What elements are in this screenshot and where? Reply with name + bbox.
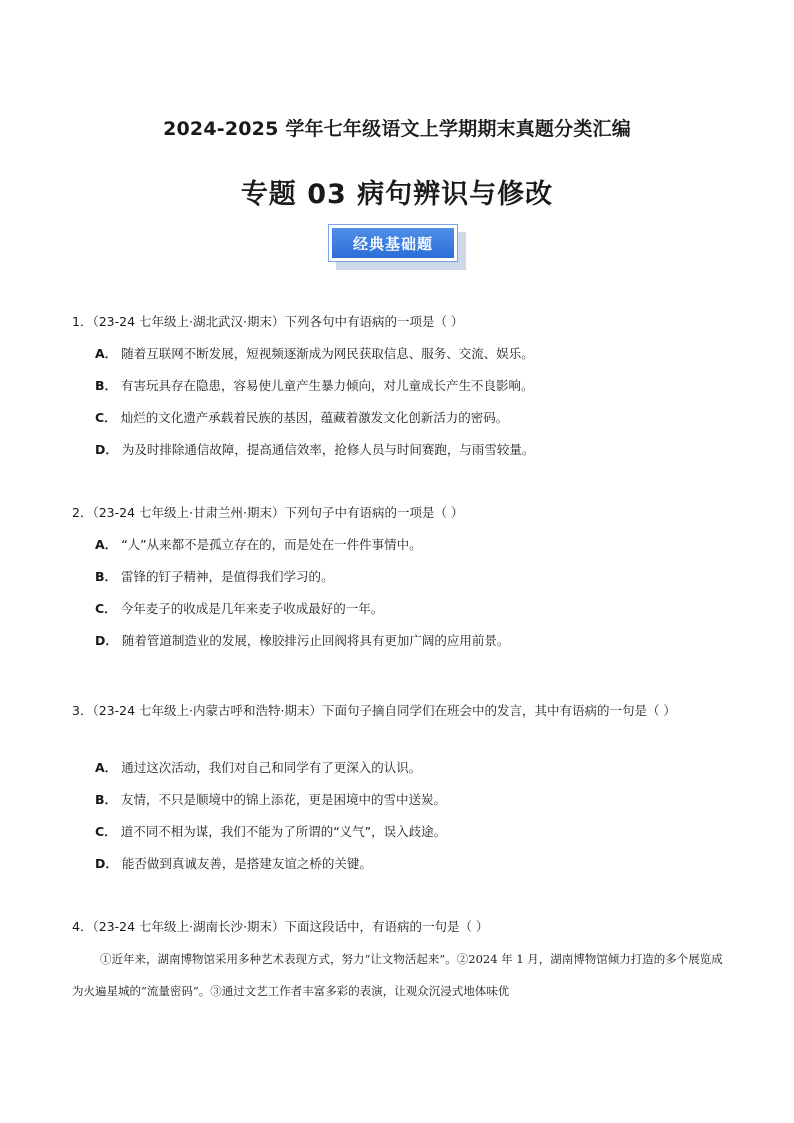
question-1-stem: 1．（23-24 七年级上·湖北武汉·期末）下列各句中有语病的一项是（ ）	[72, 314, 464, 329]
question-4-passage: ①近年来，湖南博物馆采用多种艺术表现方式，努力“让文物活起来”。②2024 年 1 月，湖南博物馆倾力打造的多个展览成为火遍星城的“流量密码”。③通过文艺工作者丰富多彩的表演，让观众沉浸式地体味优	[72, 952, 723, 998]
option-text: 雷锋的钉子精神，是值得我们学习的。	[121, 569, 334, 584]
option-text: 通过这次活动，我们对自己和同学有了更深入的认识。	[121, 760, 422, 775]
question-3-option-a	[95, 759, 421, 777]
section-label-box	[329, 225, 469, 273]
option-text: 友情，不只是顺境中的锦上添花，更是困境中的雪中送炭。	[121, 792, 447, 807]
option-letter: C．	[95, 824, 117, 839]
question-3-option-c	[95, 823, 446, 841]
question-2-option-b	[95, 568, 334, 586]
question-2-option-c	[95, 600, 383, 618]
question-3-stem: 3．（23-24 七年级上·内蒙古呼和浩特·期末）下面句子摘自同学们在班会中的发言，其中有语病的一句是（ ）	[72, 703, 676, 718]
topic-title: 专题 03 病句辨识与修改	[240, 179, 554, 210]
question-3-option-b	[95, 791, 446, 809]
option-letter: C．	[95, 410, 117, 425]
option-text: 能否做到真诚友善，是搭建友谊之桥的关键。	[121, 856, 372, 871]
option-letter: B．	[95, 378, 118, 393]
question-2-option-a	[95, 536, 422, 554]
option-letter: D．	[95, 856, 118, 871]
option-text: “人”从来都不是孤立存在的，而是处在一件件事情中。	[121, 537, 422, 552]
section-label: 经典基础题	[329, 225, 457, 261]
option-text: 道不同不相为谋，我们不能为了所谓的“义气”，误入歧途。	[120, 824, 447, 839]
option-letter: B．	[95, 792, 118, 807]
option-text: 有害玩具存在隐患，容易使儿童产生暴力倾向，对儿童成长产生不良影响。	[121, 378, 534, 393]
question-1-option-c	[95, 409, 508, 427]
option-letter: A．	[95, 346, 118, 361]
question-2-stem: 2．（23-24 七年级上·甘肃兰州·期末）下列句子中有语病的一项是（ ）	[72, 505, 464, 520]
option-text: 为及时排除通信故障，提高通信效率，抢修人员与时间赛跑，与雨雪较量。	[121, 442, 535, 457]
option-letter: D．	[95, 442, 118, 457]
document-title: 2024-2025 学年七年级语文上学期期末真题分类汇编	[163, 118, 631, 140]
option-letter: C．	[95, 601, 117, 616]
option-letter: A．	[95, 537, 118, 552]
question-4-stem: 4．（23-24 七年级上·湖南长沙·期末）下面这段话中，有语病的一句是（ ）	[72, 919, 489, 934]
option-text: 灿烂的文化遗产承载着民族的基因，蕴藏着激发文化创新活力的密码。	[120, 410, 509, 425]
option-text: 随着管道制造业的发展，橡胶排污止回阀将具有更加广阔的应用前景。	[121, 633, 510, 648]
option-letter: D．	[95, 633, 118, 648]
option-text: 今年麦子的收成是几年来麦子收成最好的一年。	[120, 601, 384, 616]
question-1-option-a	[95, 345, 534, 363]
question-1-option-d	[95, 441, 534, 459]
question-3-option-d	[95, 855, 372, 873]
option-letter: A．	[95, 760, 118, 775]
question-2-option-d	[95, 632, 509, 650]
option-text: 随着互联网不断发展，短视频逐渐成为网民获取信息、服务、交流、娱乐。	[121, 346, 534, 361]
question-1-option-b	[95, 377, 534, 395]
option-letter: B．	[95, 569, 118, 584]
